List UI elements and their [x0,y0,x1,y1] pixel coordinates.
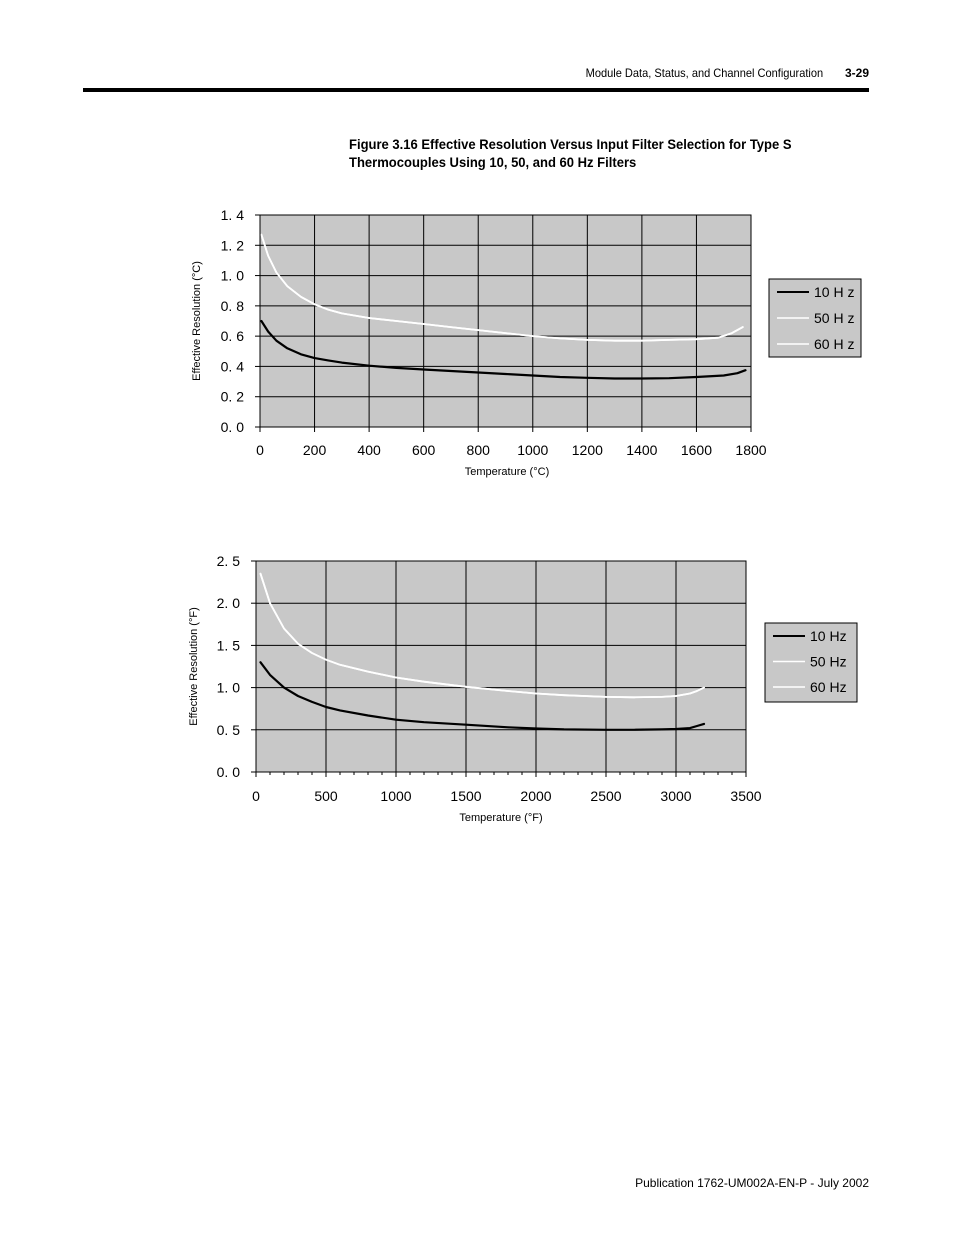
x-tick-label: 0 [252,788,260,804]
x-axis-title: Temperature (°C) [464,466,550,478]
legend-label: 10 Hz [810,628,847,644]
y-tick-label: 0. 5 [216,721,240,738]
x-tick-label: 1600 [680,442,713,458]
y-tick-label: 1. 0 [216,679,240,696]
x-tick-label: 2500 [590,788,622,804]
header-rule [83,88,869,92]
y-tick-label: 0. 6 [220,328,244,345]
chart-fahrenheit [0,545,954,845]
x-tick-label: 2000 [520,788,552,804]
y-tick-label: 0. 2 [220,388,244,405]
x-axis-title: Temperature (°F) [459,812,543,824]
x-tick-label: 0 [256,442,264,458]
y-tick-label: 0. 4 [220,358,244,375]
x-tick-label: 1400 [626,442,658,458]
section-title: Module Data, Status, and Channel Configuration [585,66,823,80]
y-tick-label: 1. 4 [220,207,244,223]
figure-caption-line-2: Thermocouples Using 10, 50, and 60 Hz Filters [349,154,637,170]
x-tick-label: 600 [411,442,436,458]
x-tick-label: 200 [302,442,327,458]
x-tick-label: 1000 [380,788,412,804]
x-tick-label: 1000 [517,442,549,458]
y-tick-label: 1. 2 [220,237,244,254]
y-tick-label: 2. 5 [216,553,240,569]
legend-label: 60 Hz [810,679,847,695]
y-tick-label: 0. 0 [220,419,244,435]
running-header [560,66,869,80]
plot-area [260,215,751,427]
x-tick-label: 1800 [735,442,767,458]
y-tick-label: 0. 8 [220,297,244,314]
legend-label: 50 Hz [810,653,847,670]
page-number: 3-29 [844,66,869,80]
plot-area [256,561,746,772]
x-tick-label: 500 [314,788,338,804]
x-tick-label: 400 [357,442,381,458]
legend-label: 10 H z [814,284,855,300]
x-tick-label: 1200 [571,442,603,458]
y-tick-label: 1. 0 [220,267,244,284]
y-tick-label: 0. 0 [216,764,240,780]
y-tick-label: 2. 0 [216,595,240,612]
x-tick-label: 3000 [660,788,692,804]
figure-caption-line-1: Figure 3.16 Effective Resolution Versus Input Filter Selection for Type S [349,136,792,152]
figure-caption [349,135,869,171]
y-axis-title: Effective Resolution (°C) [191,261,203,381]
legend-label: 50 H z [814,310,855,326]
chart-celsius [0,200,954,500]
x-tick-label: 3500 [730,788,762,804]
y-axis-title: Effective Resolution (°F) [188,607,200,726]
x-tick-label: 1500 [450,788,482,804]
legend-label: 60 H z [814,336,855,352]
y-tick-label: 1. 5 [216,637,240,654]
x-tick-label: 800 [466,442,490,458]
footer-publication: Publication 1762-UM002A-EN-P - July 2002 [635,1176,869,1190]
